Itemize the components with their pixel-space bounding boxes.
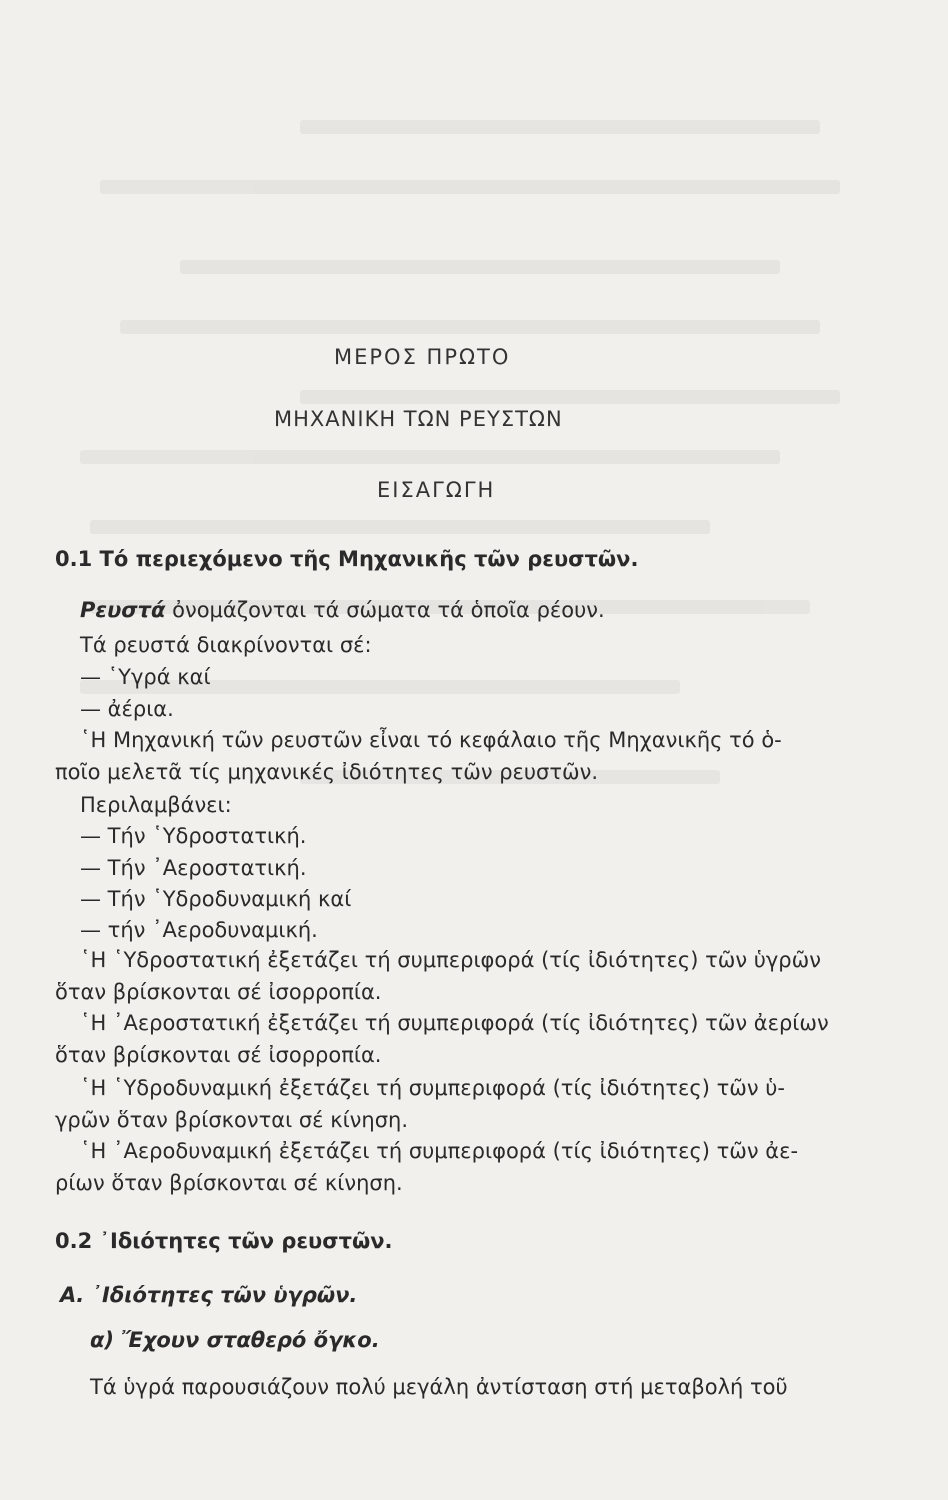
intro-heading: ΕΙΣΑΓΩΓΗ — [377, 478, 496, 502]
fluids-definition-text: ὀνομάζονται τά σώματα τά ὁποῖα ρέουν. — [165, 598, 605, 622]
part-heading: ΜΕΡΟΣ ΠΡΩΤΟ — [334, 345, 511, 369]
hydrostatic-line1: ῾Η ῾Υδροστατική ἐξετάζει τή συμπεριφορά (τίς ἰδιότητες) τῶν ὑγρῶν — [80, 948, 821, 972]
subsection-a-a-heading: α) Ἔχουν σταθερό ὄγκο. — [90, 1328, 380, 1352]
includes-label: Περιλαμβάνει: — [80, 793, 232, 817]
fluids-definition — [80, 600, 605, 621]
branch-item: — Τήν ῾Υδροδυναμική καί — [80, 887, 352, 911]
section-0-1-heading: 0.1 Τό περιεχόμενο τῆς Μηχανικῆς τῶν ρευστῶν. — [55, 547, 639, 571]
mechanics-definition-line1: ῾Η Μηχανική τῶν ρευστῶν εἶναι τό κεφάλαιο τῆς Μηχανικῆς τό ὁ- — [80, 728, 782, 752]
subsection-a-heading: Α. ᾿Ιδιότητες τῶν ὑγρῶν. — [60, 1283, 358, 1307]
aerodynamic-line1: ῾Η ᾿Αεροδυναμική ἐξετάζει τή συμπεριφορά (τίς ἰδιότητες) τῶν ἀε- — [80, 1139, 799, 1163]
fluids-distinguished: Τά ρευστά διακρίνονται σέ: — [80, 633, 372, 657]
liquids-text-line: Τά ὑγρά παρουσιάζουν πολύ μεγάλη ἀντίσταση στή μεταβολή τοῦ — [90, 1375, 788, 1399]
aerodynamic-line2: ρίων ὅταν βρίσκονται σέ κίνηση. — [55, 1171, 403, 1195]
aerostatic-line1: ῾Η ᾿Αεροστατική ἐξετάζει τή συμπεριφορά (τίς ἰδιότητες) τῶν ἀερίων — [80, 1011, 829, 1035]
section-0-2-heading: 0.2 ᾿Ιδιότητες τῶν ρευστῶν. — [55, 1229, 393, 1253]
mechanics-definition-line2: ποῖο μελετᾶ τίς μηχανικές ἰδιότητες τῶν ρευστῶν. — [55, 760, 598, 784]
chapter-title: ΜΗΧΑΝΙΚΗ ΤΩΝ ΡΕΥΣΤΩΝ — [274, 407, 563, 431]
hydrodynamic-line2: γρῶν ὅταν βρίσκονται σέ κίνηση. — [55, 1108, 409, 1132]
aerostatic-line2: ὅταν βρίσκονται σέ ἰσορροπία. — [55, 1043, 382, 1067]
branch-item: — Τήν ῾Υδροστατική. — [80, 824, 307, 848]
hydrodynamic-line1: ῾Η ῾Υδροδυναμική ἐξετάζει τή συμπεριφορά (τίς ἰδιότητες) τῶν ὑ- — [80, 1076, 785, 1100]
branch-item: — τήν ᾿Αεροδυναμική. — [80, 918, 318, 942]
hydrostatic-line2: ὅταν βρίσκονται σέ ἰσορροπία. — [55, 980, 382, 1004]
kind-item: — ῾Υγρά καί — [80, 665, 211, 689]
branch-item: — Τήν ᾿Αεροστατική. — [80, 856, 307, 880]
fluids-term: Ρευστά — [80, 598, 166, 622]
kind-item: — ἀέρια. — [80, 697, 174, 721]
